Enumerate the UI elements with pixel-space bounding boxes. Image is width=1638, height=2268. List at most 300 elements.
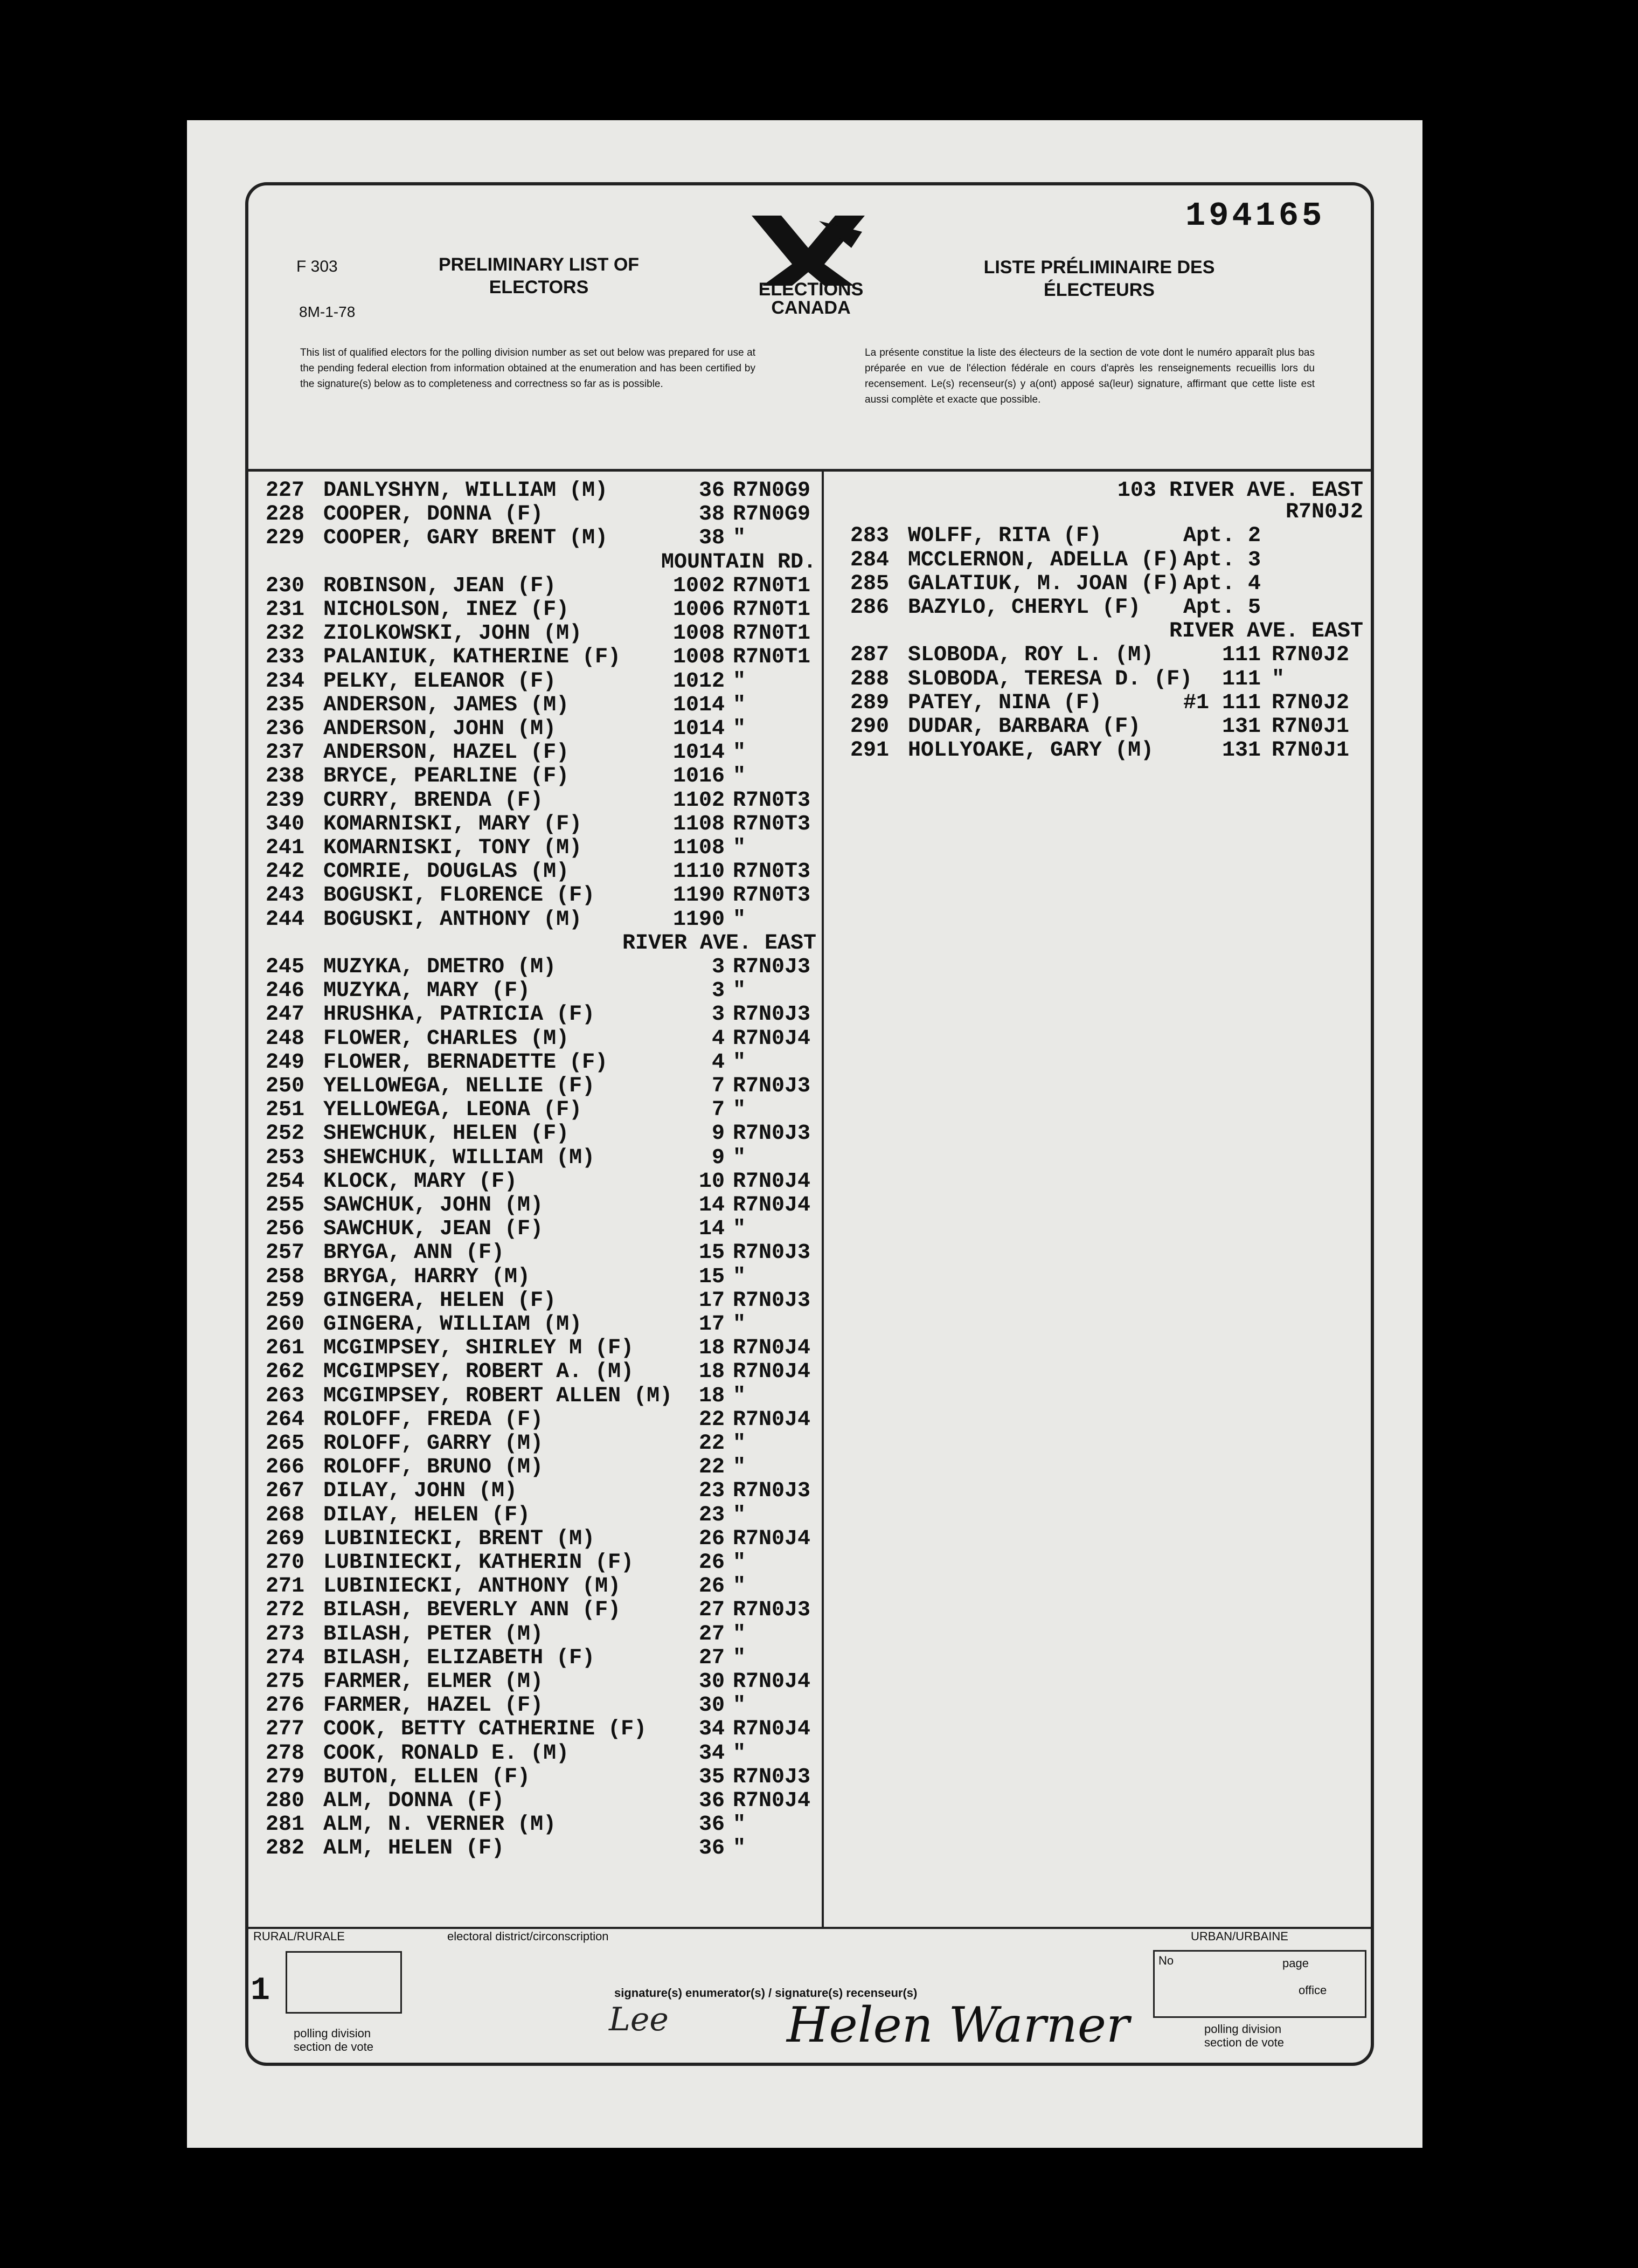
elector-row [835, 691, 1363, 716]
elector-row [251, 645, 816, 670]
elector-row [251, 479, 816, 503]
elector-row [835, 643, 1363, 668]
elector-name: PALANIUK, KATHERINE (F) [323, 645, 621, 670]
elector-postal-code: " [733, 1050, 746, 1075]
elector-number: 235 [265, 693, 304, 717]
elector-row [251, 1741, 816, 1766]
electors-list-left [251, 479, 816, 1923]
elector-address: 22 [698, 1455, 725, 1480]
elector-row [251, 1765, 816, 1790]
elector-postal-code: " [733, 1574, 746, 1599]
elector-postal-code: " [733, 1693, 746, 1718]
elector-address: 1108 [672, 836, 725, 860]
rural-label: RURAL/RURALE [253, 1930, 345, 1943]
elector-row [251, 502, 816, 527]
title-english-line2: ELECTORS [489, 277, 589, 298]
elector-number: 289 [850, 690, 889, 715]
elector-address: 18 [698, 1336, 725, 1361]
elector-name: HRUSHKA, PATRICIA (F) [323, 1002, 595, 1027]
elector-address: 1008 [672, 645, 725, 670]
elector-postal-code: " [733, 1455, 746, 1480]
elector-name: BILASH, BEVERLY ANN (F) [323, 1598, 621, 1623]
elector-name: ANDERSON, JOHN (M) [323, 717, 557, 741]
elector-address: 27 [698, 1622, 725, 1647]
elector-row [835, 715, 1363, 739]
elector-name: ANDERSON, JAMES (M) [323, 693, 570, 717]
elector-row [251, 1670, 816, 1695]
elector-address: 14 [698, 1193, 725, 1218]
elector-number: 237 [265, 741, 304, 765]
elector-name: MCGIMPSEY, ROBERT A. (M) [323, 1360, 634, 1385]
elector-name: ALM, DONNA (F) [323, 1789, 505, 1813]
elector-number: 281 [265, 1813, 304, 1837]
elector-number: 248 [265, 1026, 304, 1051]
elector-number: 236 [265, 717, 304, 741]
elector-address: 30 [698, 1693, 725, 1718]
elector-name: ALM, HELEN (F) [323, 1836, 505, 1861]
elector-name: LUBINIECKI, BRENT (M) [323, 1526, 595, 1551]
elector-name: WOLFF, RITA (F) [908, 524, 1102, 549]
elector-address: 18 [698, 1384, 725, 1408]
elector-number: 232 [265, 621, 304, 646]
elector-name: BOGUSKI, FLORENCE (F) [323, 883, 595, 908]
elector-address: 23 [698, 1479, 725, 1504]
elector-name: ROLOFF, GARRY (M) [323, 1432, 544, 1456]
elector-number: 269 [265, 1526, 304, 1551]
elector-number: 252 [265, 1122, 304, 1146]
rural-poll-box [286, 1951, 402, 2014]
elector-postal-code: R7N0T1 [733, 573, 811, 598]
elector-number: 267 [265, 1479, 304, 1504]
column-divider [822, 469, 824, 1927]
elector-number: 278 [265, 1741, 304, 1766]
elector-number: 257 [265, 1241, 304, 1266]
street-postal-code: R7N0J2 [1285, 500, 1363, 525]
elector-row [251, 1408, 816, 1433]
elector-postal-code: R7N0J3 [733, 1122, 811, 1146]
elector-postal-code: R7N0J4 [733, 1169, 811, 1194]
elector-postal-code: R7N0J1 [1272, 738, 1350, 763]
elector-row [251, 1836, 816, 1861]
elector-number: 260 [265, 1312, 304, 1337]
elector-postal-code: " [733, 526, 746, 551]
signature-second: Helen Warner [787, 1997, 1129, 2053]
elector-row [835, 667, 1363, 692]
elector-address: 7 [711, 1074, 725, 1098]
elector-number: 233 [265, 645, 304, 670]
elector-address: 111 [1221, 667, 1261, 692]
elector-number: 242 [265, 860, 304, 884]
elector-name: ROBINSON, JEAN (F) [323, 573, 557, 598]
elector-row [251, 955, 816, 980]
elector-row [251, 621, 816, 646]
elector-postal-code: " [733, 1264, 746, 1289]
elector-number: 272 [265, 1598, 304, 1623]
elector-name: SLOBODA, TERESA D. (F) [908, 667, 1193, 692]
elector-name: LUBINIECKI, KATHERIN (F) [323, 1551, 634, 1575]
elector-name: KLOCK, MARY (F) [323, 1169, 518, 1194]
intro-french: La présente constitue la liste des électeurs de la section de vote dont le numéro apparaît plus bas préparée en vue de l'élection fédérale en cours d'après les renseignements recueillis lors du recensement. Le(s) recenseur(s) y a(ont) apposé sa(leur) signature, affirmant que cette liste est aussi complète et exacte que possible. [865, 347, 1315, 405]
elector-name: MUZYKA, MARY (F) [323, 979, 531, 1004]
elector-address: 17 [698, 1312, 725, 1337]
elector-name: BAZYLO, CHERYL (F) [908, 596, 1141, 620]
elector-name: CURRY, BRENDA (F) [323, 788, 544, 813]
elector-row [251, 1717, 816, 1742]
urban-no-box [1153, 1950, 1366, 2018]
elector-postal-code: " [733, 717, 746, 741]
elector-number: 286 [850, 596, 889, 620]
elector-name: FLOWER, BERNADETTE (F) [323, 1050, 608, 1075]
elector-address: 3 [711, 955, 725, 979]
elector-row [251, 1170, 816, 1194]
elector-number: 282 [265, 1836, 304, 1861]
elector-address: 9 [711, 1145, 725, 1170]
elector-row [251, 979, 816, 1004]
elector-address: 17 [698, 1288, 725, 1313]
elector-postal-code: R7N0J2 [1272, 643, 1350, 668]
elector-row [251, 1241, 816, 1266]
elector-postal-code: R7N0G9 [733, 479, 811, 503]
elector-row [251, 812, 816, 837]
elector-postal-code: R7N0J4 [733, 1407, 811, 1432]
elector-row [251, 526, 816, 551]
elector-row [251, 860, 816, 884]
elector-name: PATEY, NINA (F) [908, 690, 1102, 715]
elector-number: 284 [850, 548, 889, 572]
section-de-vote-label-right: section de vote [1204, 2036, 1284, 2049]
elector-address: 36 [698, 1813, 725, 1837]
elector-postal-code: " [733, 1503, 746, 1527]
elector-number: 264 [265, 1407, 304, 1432]
elector-row [251, 1050, 816, 1075]
elector-postal-code: " [733, 741, 746, 765]
polling-division-label: polling division [294, 2027, 371, 2040]
signature-first: Lee [609, 2001, 669, 2038]
elector-number: 270 [265, 1551, 304, 1575]
elector-name: DUDAR, BARBARA (F) [908, 715, 1141, 739]
elector-number: 250 [265, 1074, 304, 1098]
elector-name: SHEWCHUK, HELEN (F) [323, 1122, 570, 1146]
elector-number: 258 [265, 1264, 304, 1289]
elector-name: FLOWER, CHARLES (M) [323, 1026, 570, 1051]
elector-postal-code: R7N0T3 [733, 860, 811, 884]
logo-text-line2: CANADA [771, 298, 851, 318]
elector-postal-code: R7N0J4 [733, 1336, 811, 1361]
elector-address: 1102 [672, 788, 725, 813]
elector-name: COOPER, GARY BRENT (M) [323, 526, 608, 551]
elector-row [251, 1455, 816, 1480]
form-date: 8M-1-78 [299, 303, 356, 320]
elector-postal-code: R7N0T1 [733, 621, 811, 646]
elector-address: 36 [698, 1789, 725, 1813]
elector-postal-code: R7N0J3 [733, 1765, 811, 1789]
elector-address: 1002 [672, 573, 725, 598]
elector-name: DILAY, HELEN (F) [323, 1503, 531, 1527]
elector-row [251, 1002, 816, 1027]
elector-row [251, 1217, 816, 1242]
elector-postal-code: R7N0J3 [733, 955, 811, 979]
elector-postal-code: " [733, 1217, 746, 1242]
elector-name: BOGUSKI, ANTHONY (M) [323, 907, 582, 932]
elector-number: 340 [265, 812, 304, 836]
elector-address: 14 [698, 1217, 725, 1242]
elector-row [251, 1551, 816, 1575]
elector-postal-code: R7N0G9 [733, 502, 811, 527]
elector-row [251, 1265, 816, 1290]
elector-number: 276 [265, 1693, 304, 1718]
elector-address: 36 [698, 479, 725, 503]
elector-address: 27 [698, 1645, 725, 1670]
elector-row [835, 548, 1363, 573]
elector-row [251, 1289, 816, 1313]
elector-postal-code: " [733, 764, 746, 789]
elector-postal-code: " [733, 907, 746, 932]
elector-name: FARMER, ELMER (M) [323, 1670, 544, 1694]
signature-label: signature(s) enumerator(s) / signature(s) recenseur(s) [614, 1986, 918, 2000]
elector-number: 265 [265, 1432, 304, 1456]
elector-address: 1190 [672, 907, 725, 932]
elector-number: 247 [265, 1002, 304, 1027]
elector-row [251, 1122, 816, 1146]
elector-address: 131 [1221, 715, 1261, 739]
electoral-district-label: electoral district/circonscription [447, 1930, 609, 1943]
elector-postal-code: R7N0T1 [733, 645, 811, 670]
elector-number: 256 [265, 1217, 304, 1242]
elector-name: MCCLERNON, ADELLA (F) [908, 548, 1180, 572]
elector-name: HOLLYOAKE, GARY (M) [908, 738, 1154, 763]
elector-row [251, 1479, 816, 1504]
elector-name: MCGIMPSEY, SHIRLEY M (F) [323, 1336, 634, 1361]
office-label: office [1299, 1983, 1327, 1997]
elector-name: FARMER, HAZEL (F) [323, 1693, 544, 1718]
elector-number: 274 [265, 1645, 304, 1670]
elector-address: 1016 [672, 764, 725, 789]
street-heading: RIVER AVE. EAST [1169, 619, 1363, 644]
elector-name: ROLOFF, FREDA (F) [323, 1407, 544, 1432]
elector-address: Apt. 4 [1183, 571, 1261, 596]
elector-postal-code: " [733, 1432, 746, 1456]
elector-postal-code: R7N0J3 [733, 1241, 811, 1266]
urban-no-label: No [1158, 1954, 1174, 1967]
title-french [948, 256, 1250, 301]
elector-number: 234 [265, 669, 304, 694]
elector-postal-code: R7N0J4 [733, 1193, 811, 1218]
elector-address: 3 [711, 979, 725, 1004]
title-french-line1: LISTE PRÉLIMINAIRE DES [983, 257, 1215, 278]
elector-address: 38 [698, 526, 725, 551]
elector-row [251, 836, 816, 861]
elector-name: PELKY, ELEANOR (F) [323, 669, 557, 694]
elector-postal-code: " [733, 669, 746, 694]
elector-number: 228 [265, 502, 304, 527]
section-de-vote-label: section de vote [294, 2040, 373, 2053]
elector-postal-code: R7N0T1 [733, 598, 811, 622]
elector-postal-code: R7N0J4 [733, 1717, 811, 1742]
elector-address: 4 [711, 1026, 725, 1051]
elector-postal-code: R7N0J3 [733, 1002, 811, 1027]
elector-row [251, 764, 816, 789]
elector-postal-code: R7N0J2 [1272, 690, 1350, 715]
elector-postal-code: R7N0J4 [733, 1526, 811, 1551]
elector-address: Apt. 2 [1183, 524, 1261, 549]
elector-number: 283 [850, 524, 889, 549]
elector-row [251, 693, 816, 718]
title-french-line2: ÉLECTEURS [1044, 280, 1155, 300]
elector-name: DANLYSHYN, WILLIAM (M) [323, 479, 608, 503]
elector-number: 246 [265, 979, 304, 1004]
elector-postal-code: R7N0J3 [733, 1479, 811, 1504]
elector-address: 131 [1221, 738, 1261, 763]
elector-postal-code: R7N0T3 [733, 812, 811, 836]
elector-row [251, 789, 816, 813]
elector-name: YELLOWEGA, LEONA (F) [323, 1098, 582, 1123]
elector-name: SLOBODA, ROY L. (M) [908, 643, 1154, 668]
title-english [410, 253, 668, 299]
elector-address: 1014 [672, 741, 725, 765]
elector-address: 1108 [672, 812, 725, 836]
elector-postal-code: " [733, 1622, 746, 1647]
elector-row [251, 1360, 816, 1385]
elector-row [251, 1789, 816, 1814]
elector-address: 38 [698, 502, 725, 527]
elector-name: BUTON, ELLEN (F) [323, 1765, 531, 1789]
elector-postal-code: R7N0J3 [733, 1598, 811, 1623]
elector-postal-code: R7N0J4 [733, 1789, 811, 1813]
elector-address: 10 [698, 1169, 725, 1194]
elector-name: GINGERA, WILLIAM (M) [323, 1312, 582, 1337]
elector-number: 245 [265, 955, 304, 979]
elector-address: 35 [698, 1765, 725, 1789]
elector-row [835, 572, 1363, 597]
street-heading: 103 RIVER AVE. EAST [1117, 479, 1363, 503]
elector-row [251, 1527, 816, 1552]
elector-row [251, 1384, 816, 1409]
form-number: F 303 [296, 258, 338, 275]
polling-division-label-right: polling division [1204, 2022, 1282, 2036]
elector-postal-code: " [733, 1312, 746, 1337]
elector-row [251, 1146, 816, 1171]
elector-row [251, 1693, 816, 1718]
elector-row [251, 1074, 816, 1099]
elector-name: ALM, N. VERNER (M) [323, 1813, 557, 1837]
elector-number: 244 [265, 907, 304, 932]
elector-number: 229 [265, 526, 304, 551]
street-heading: MOUNTAIN RD. [661, 550, 816, 575]
elector-address: 3 [711, 1002, 725, 1027]
elector-number: 241 [265, 836, 304, 860]
elector-address: 1190 [672, 883, 725, 908]
serial-number: 194165 [1185, 197, 1325, 235]
elector-number: 254 [265, 1169, 304, 1194]
footer-divider [245, 1927, 1371, 1929]
elector-postal-code: " [733, 979, 746, 1004]
elector-number: 290 [850, 715, 889, 739]
elector-postal-code: " [733, 1813, 746, 1837]
elector-number: 251 [265, 1098, 304, 1123]
elector-name: ROLOFF, BRUNO (M) [323, 1455, 544, 1480]
electors-list-right [835, 479, 1363, 802]
elector-row [251, 1312, 816, 1337]
elector-name: LUBINIECKI, ANTHONY (M) [323, 1574, 621, 1599]
elector-address: 34 [698, 1741, 725, 1766]
elector-name: COOPER, DONNA (F) [323, 502, 544, 527]
elector-number: 249 [265, 1050, 304, 1075]
elector-number: 266 [265, 1455, 304, 1480]
elector-address: 111 [1221, 643, 1261, 668]
elector-name: BRYCE, PEARLINE (F) [323, 764, 570, 789]
elector-postal-code: R7N0J1 [1272, 715, 1350, 739]
elector-row [251, 717, 816, 742]
urban-label: URBAN/URBAINE [1191, 1930, 1288, 1943]
street-heading: RIVER AVE. EAST [622, 931, 816, 956]
elector-row [251, 1503, 816, 1528]
elector-row [835, 738, 1363, 763]
elector-postal-code: R7N0J3 [733, 1074, 811, 1098]
elector-row [251, 1598, 816, 1623]
elector-postal-code: R7N0J4 [733, 1670, 811, 1694]
elector-row [251, 669, 816, 694]
elector-row [251, 908, 816, 932]
elector-row [251, 1574, 816, 1599]
elector-postal-code: R7N0J4 [733, 1026, 811, 1051]
elector-address: 15 [698, 1241, 725, 1266]
elector-number: 259 [265, 1288, 304, 1313]
elector-number: 287 [850, 643, 889, 668]
elector-name: MCGIMPSEY, ROBERT ALLEN (M) [323, 1384, 673, 1408]
intro-english: This list of qualified electors for the polling division number as set out below was prepared for use at the pending federal election from information obtained at the enumeration and has been certified by the signature(s) below as to completeness and correctness so far as is possible. [300, 347, 755, 390]
elector-address: 34 [698, 1717, 725, 1742]
elector-address: 27 [698, 1598, 725, 1623]
elector-number: 288 [850, 667, 889, 692]
elector-name: COOK, BETTY CATHERINE (F) [323, 1717, 647, 1742]
elector-row [251, 1646, 816, 1671]
header-divider [245, 469, 1371, 472]
elector-name: GALATIUK, M. JOAN (F) [908, 571, 1180, 596]
elector-postal-code: R7N0T3 [733, 788, 811, 813]
elector-number: 255 [265, 1193, 304, 1218]
elector-address: 18 [698, 1360, 725, 1385]
elector-address: 1008 [672, 621, 725, 646]
elector-name: NICHOLSON, INEZ (F) [323, 598, 570, 622]
elector-number: 231 [265, 598, 304, 622]
elector-name: KOMARNISKI, MARY (F) [323, 812, 582, 836]
elector-postal-code: " [733, 1551, 746, 1575]
elector-number: 262 [265, 1360, 304, 1385]
elector-name: BILASH, PETER (M) [323, 1622, 544, 1647]
elector-address: 1012 [672, 669, 725, 694]
elector-postal-code: " [733, 693, 746, 717]
elector-row [251, 1432, 816, 1456]
elector-postal-code: " [733, 1098, 746, 1123]
elector-row [251, 1193, 816, 1218]
elector-postal-code: " [733, 1741, 746, 1766]
elector-address: 1014 [672, 693, 725, 717]
elector-postal-code: R7N0J3 [733, 1288, 811, 1313]
elector-number: 280 [265, 1789, 304, 1813]
elector-address: 26 [698, 1526, 725, 1551]
elector-name: BILASH, ELIZABETH (F) [323, 1645, 595, 1670]
elector-number: 253 [265, 1145, 304, 1170]
title-english-line1: PRELIMINARY LIST OF [438, 254, 640, 275]
page-label: page [1282, 1956, 1309, 1970]
elector-number: 263 [265, 1384, 304, 1408]
elector-name: SAWCHUK, JEAN (F) [323, 1217, 544, 1242]
elector-number: 230 [265, 573, 304, 598]
elector-address: Apt. 3 [1183, 548, 1261, 572]
elector-number: 273 [265, 1622, 304, 1647]
elector-number: 261 [265, 1336, 304, 1361]
elector-number: 291 [850, 738, 889, 763]
